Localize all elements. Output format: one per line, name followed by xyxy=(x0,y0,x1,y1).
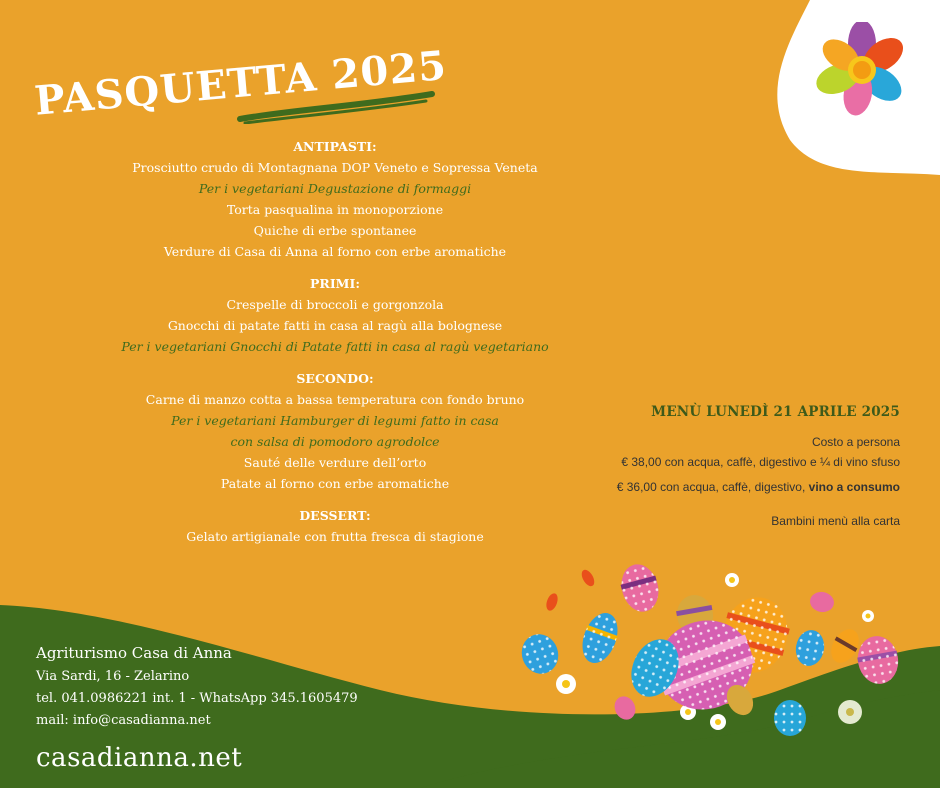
easter-eggs-illustration xyxy=(500,550,920,750)
antipasti-item: Prosciutto crudo di Montagnana DOP Veneto e Sopressa Veneta xyxy=(132,160,538,175)
secondo-item: Patate al forno con erbe aromatiche xyxy=(220,476,450,491)
easter-egg xyxy=(854,633,902,687)
website-link[interactable]: casadianna.net xyxy=(36,743,243,773)
phone-number[interactable]: tel. 041.0986221 int. 1 - WhatsApp 345.1605479 xyxy=(36,691,358,706)
secondo-item: Carne di manzo cotta a bassa temperatura con fondo bruno xyxy=(145,392,525,407)
primi-veg-item: Per i vegetariani Gnocchi di Patate fatti in casa al ragù vegetariano xyxy=(121,339,549,354)
business-name: Agriturismo Casa di Anna xyxy=(36,644,232,662)
contact-section xyxy=(36,640,358,778)
price-option-2-bold: vino a consumo xyxy=(808,480,900,494)
secondo-veg-item: con salsa di pomodoro agrodolce xyxy=(230,434,440,449)
email-address[interactable]: mail: info@casadianna.net xyxy=(36,713,211,728)
title-text: PASQUETTA 2025 xyxy=(32,41,449,124)
address: Via Sardi, 16 - Zelarino xyxy=(36,669,190,684)
price-option-1: € 38,00 con acqua, caffè, digestivo e ¼ di vino sfuso xyxy=(621,455,900,469)
menu-date-title: MENÙ LUNEDÌ 21 APRILE 2025 xyxy=(651,404,900,420)
cost-label: Costo a persona xyxy=(811,435,900,449)
primi-item: Gnocchi di patate fatti in casa al ragù alla bolognese xyxy=(167,318,503,333)
antipasti-veg-item: Per i vegetariani Degustazione di formaggi xyxy=(198,181,472,196)
easter-egg xyxy=(793,628,827,668)
page-title xyxy=(30,24,480,124)
pricing-info xyxy=(540,402,900,531)
antipasti-item: Verdure di Casa di Anna al forno con erbe aromatiche xyxy=(163,244,507,259)
antipasti-heading: ANTIPASTI: xyxy=(293,139,377,154)
antipasti-item: Torta pasqualina in monoporzione xyxy=(226,202,444,217)
menu-section xyxy=(100,136,570,547)
primi-heading: PRIMI: xyxy=(310,276,360,291)
easter-egg xyxy=(544,592,560,612)
dessert-heading: DESSERT: xyxy=(299,508,371,523)
secondo-veg-item: Per i vegetariani Hamburger di legumi fatto in casa xyxy=(171,413,499,428)
easter-egg xyxy=(611,693,639,723)
easter-egg xyxy=(616,560,663,616)
easter-egg xyxy=(579,568,597,589)
secondo-heading: SECONDO: xyxy=(296,371,374,386)
easter-egg xyxy=(808,590,835,614)
easter-egg xyxy=(576,608,624,668)
flower-logo-icon xyxy=(812,22,924,118)
price-option-2 xyxy=(540,477,900,497)
easter-egg xyxy=(516,629,564,679)
antipasti-item: Quiche di erbe spontanee xyxy=(253,223,417,238)
kids-menu-note: Bambini menù alla carta xyxy=(771,514,900,528)
price-option-2-text: € 36,00 con acqua, caffè, digestivo, xyxy=(616,480,809,494)
primi-item: Crespelle di broccoli e gorgonzola xyxy=(226,297,444,312)
secondo-item: Sauté delle verdure dell’orto xyxy=(243,455,427,470)
dessert-item: Gelato artigianale con frutta fresca di stagione xyxy=(186,529,484,544)
easter-egg xyxy=(774,700,806,736)
